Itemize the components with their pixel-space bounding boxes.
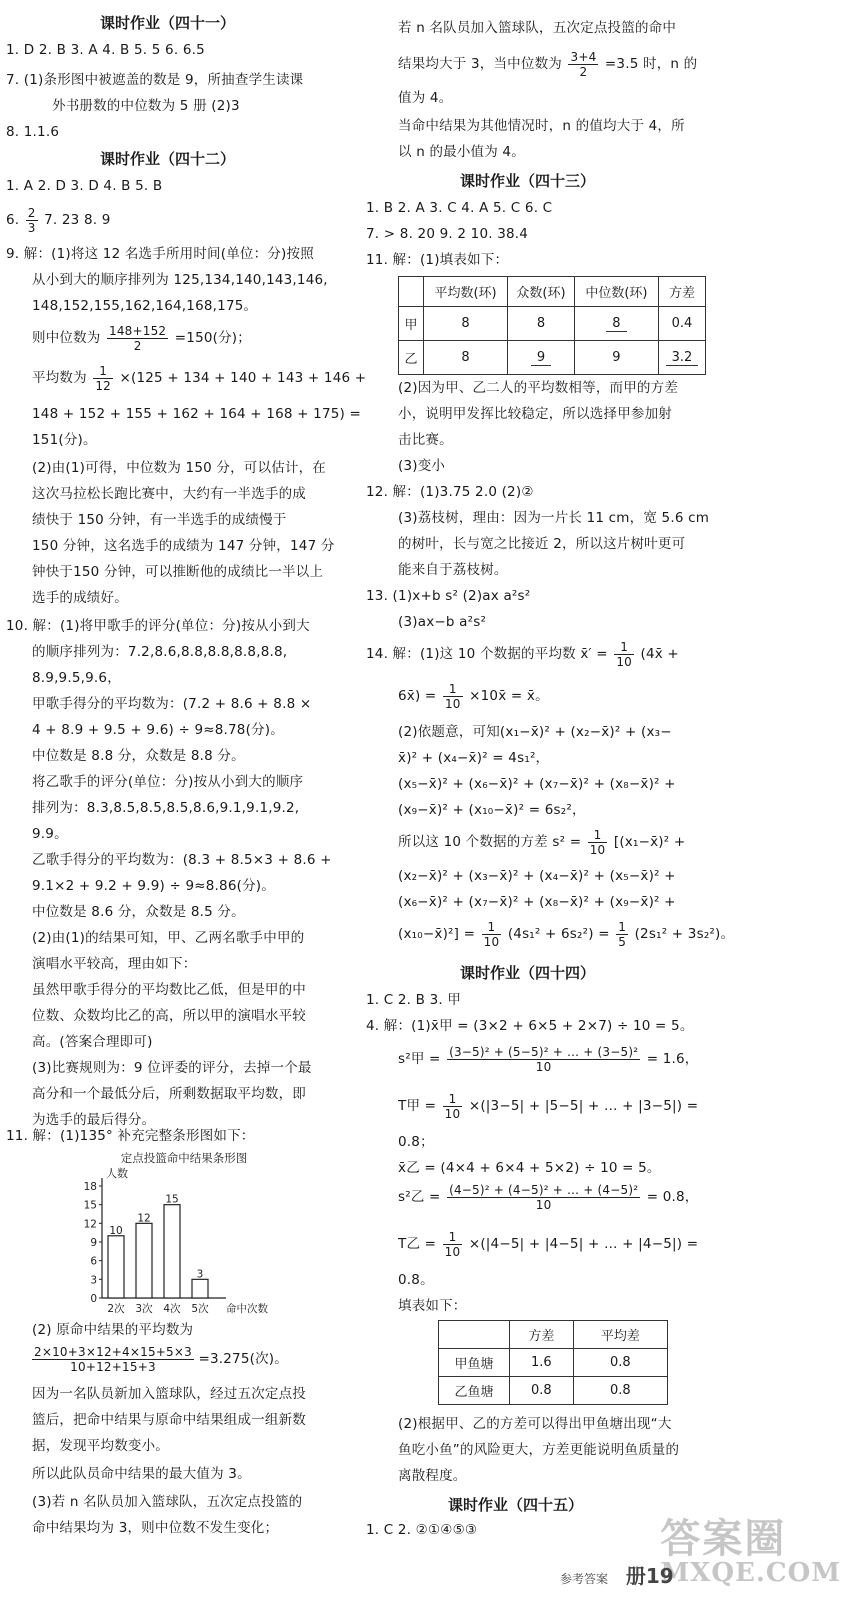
answer-line: x̄)² + (x₄−x̄)² = 4s₁²， xyxy=(398,750,550,766)
answer-line: (x₂−x̄)² + (x₃−x̄)² + (x₄−x̄)² + (x₅−x̄)² + xyxy=(398,868,676,884)
answer-line: 外书册数的中位数为 5 册 (2)3 xyxy=(52,98,240,114)
answer-line: 148,152,155,162,164,168,175。 xyxy=(32,298,258,314)
answer-line: $\frac{2\times 10+3\times 12+4\times 15+5\times 3}{10+12+15+3}$ =3.275(次)。 xyxy=(34,1344,288,1374)
answer-line: 所以此队员命中结果的最大值为 3。 xyxy=(32,1466,251,1482)
answer-line: 12. 解：(1)3.75 2.0 (2)② xyxy=(366,484,534,500)
table-header-cell xyxy=(399,277,424,307)
answer-line: (x₅−x̄)² + (x₆−x̄)² + (x₇−x̄)² + (x₈−x̄)² + xyxy=(398,776,676,792)
table-header-cell: 方差 xyxy=(510,1321,574,1349)
filled-answer: 3.2 xyxy=(666,350,699,366)
table-cell: 8 xyxy=(424,341,508,375)
table-row xyxy=(399,341,706,375)
table-row xyxy=(399,307,706,341)
answer-line: 1. C 2. B 3. 甲 xyxy=(366,992,462,1008)
answer-line: 1. D 2. B 3. A 4. B 5. 5 6. 6.5 xyxy=(6,42,205,58)
answer-line: 击比赛。 xyxy=(398,432,453,448)
page-footer xyxy=(560,1560,674,1589)
answer-line: 结果均大于 3，当中位数为 $\frac{3+4}{2}$ =3.5 时，n 的 xyxy=(398,49,698,79)
y-tick-label: 9 xyxy=(90,1237,97,1249)
fraction: $\frac{1}{5}$ xyxy=(618,919,627,949)
fraction: $\frac{148+152}{2}$ xyxy=(109,323,167,353)
answer-line: 148 + 152 + 155 + 162 + 164 + 168 + 175) = xyxy=(32,406,362,422)
fraction: $\frac{3+4}{2}$ xyxy=(570,49,597,79)
fishpond-stats-table xyxy=(438,1320,668,1405)
chart-xlabel: 命中次数 xyxy=(226,1303,268,1315)
answer-line: 高。(答案合理即可) xyxy=(32,1034,153,1050)
answer-line: 4. 解：(1)x̄甲 = (3×2 + 6×5 + 2×7) ÷ 10 = 5。 xyxy=(366,1018,694,1034)
answer-line: 命中结果均为 3，则中位数不发生变化； xyxy=(32,1520,279,1536)
answer-line: 11. 解：(1)填表如下： xyxy=(366,252,509,268)
bar-chart xyxy=(62,1150,302,1320)
answer-line: 1. B 2. A 3. C 4. A 5. C 6. C xyxy=(366,200,553,216)
fraction: $\frac{\text{(3−5)² + (5−5)² + … + (3−5)²}}{10}$ xyxy=(449,1044,639,1074)
footer-label: 参考答案 xyxy=(560,1572,609,1586)
chart-bars xyxy=(108,1194,208,1298)
answer-line: 13. (1)x+b s² (2)ax a²s² xyxy=(366,588,531,604)
answer-line: 151(分)。 xyxy=(32,432,97,448)
answer-line: x̄乙 = (4×4 + 6×4 + 5×2) ÷ 10 = 5。 xyxy=(398,1160,661,1176)
table-header-row xyxy=(439,1321,668,1349)
answer-line: 9.1×2 + 9.2 + 9.9) ÷ 9≈8.86(分)。 xyxy=(32,878,275,894)
answer-line: 鱼吃小鱼”的风险更大，方差更能说明鱼质量的 xyxy=(398,1442,680,1458)
shooting-stats-table xyxy=(398,276,706,375)
table-header-cell: 平均差 xyxy=(573,1321,667,1349)
filled-answer: 9 xyxy=(531,350,551,366)
table-cell: 0.8 xyxy=(510,1377,574,1405)
table-cell: 0.8 xyxy=(573,1377,667,1405)
answer-line: T甲 = $\frac{1}{10}$ ×(|3−5| + |5−5| + … + |3−5|) = xyxy=(398,1091,699,1121)
answer-line: 14. 解：(1)这 10 个数据的平均数 x̄′ = $\frac{1}{10}$ (4x̄ + xyxy=(366,639,679,669)
table-cell: 0.4 xyxy=(659,307,706,341)
answer-line: (x₆−x̄)² + (x₇−x̄)² + (x₈−x̄)² + (x₉−x̄)² + xyxy=(398,894,676,910)
answer-line: 虽然甲歌手得分的平均数比乙低，但是甲的中 xyxy=(32,982,306,998)
heading-lesson-41: 课时作业（四十一） xyxy=(100,14,236,32)
answer-line: 4 + 8.9 + 9.5 + 9.6) ÷ 9≈8.78(分)。 xyxy=(32,722,284,738)
fraction: $\frac{2}{3}$ xyxy=(27,205,36,235)
answer-line: 若 n 名队员加入篮球队，五次定点投篮的命中 xyxy=(398,20,677,36)
answer-line: 7. (1)条形图中被遮盖的数是 9，所抽查学生读课 xyxy=(6,72,304,88)
table-cell: 8 xyxy=(424,307,508,341)
answer-line: (3)若 n 名队员加入篮球队，五次定点投篮的 xyxy=(32,1494,303,1510)
table-header-cell: 方差 xyxy=(659,277,706,307)
answer-line: 6. $\frac{2}{3}$ 7. 23 8. 9 xyxy=(6,205,111,235)
answer-line: 0.8。 xyxy=(398,1272,434,1288)
answer-line: 篮后，把命中结果与原命中结果组成一组新数 xyxy=(32,1412,306,1428)
answer-line: 的树叶，长与宽之比接近 2，所以这片树叶更可 xyxy=(398,536,686,552)
answer-line: T乙 = $\frac{1}{10}$ ×(|4−5| + |4−5| + … + |4−5|) = xyxy=(398,1229,699,1259)
answer-line: 离散程度。 xyxy=(398,1468,467,1484)
table-cell: 乙 xyxy=(399,341,424,375)
watermark-text: 答案圈 xyxy=(660,1515,787,1562)
answer-line: 1. A 2. D 3. D 4. B 5. B xyxy=(6,178,163,194)
fraction: $\frac{2\times 10+3\times 12+4\times 15+5\times 3}{10+12+15+3}$ xyxy=(34,1344,192,1374)
table-cell: 甲 xyxy=(399,307,424,341)
answer-line: 所以这 10 个数据的方差 s² = $\frac{1}{10}$ [(x₁−x̄)² + xyxy=(398,827,686,857)
table-header-cell: 平均数(环) xyxy=(424,277,508,307)
bar-value-label: 3 xyxy=(196,1268,204,1281)
chart-title: 定点投篮命中结果条形图 xyxy=(120,1151,248,1165)
answer-line: 甲歌手得分的平均数为：(7.2 + 8.6 + 8.8 × xyxy=(32,696,312,712)
table-row xyxy=(439,1377,668,1405)
answer-line: 中位数是 8.6 分，众数是 8.5 分。 xyxy=(32,904,245,920)
y-tick-label: 18 xyxy=(83,1181,97,1193)
answer-line: 演唱水平较高，理由如下： xyxy=(32,956,197,972)
answer-line: 高分和一个最低分后，所剩数据取平均数，即 xyxy=(32,1086,306,1102)
table-cell: 甲鱼塘 xyxy=(439,1349,510,1377)
y-tick-label: 6 xyxy=(90,1255,97,1268)
answer-line: 7. > 8. 20 9. 2 10. 38.4 xyxy=(366,226,529,242)
answer-line: 8.9,9.5,9.6， xyxy=(32,670,121,686)
answer-line: (2)依题意，可知(x₁−x̄)² + (x₂−x̄)² + (x₃− xyxy=(398,724,672,740)
answer-line: 排列为：8.3,8.5,8.5,8.5,8.6,9.1,9.1,9.2, xyxy=(32,800,300,816)
y-tick-label: 12 xyxy=(83,1218,97,1231)
answer-line: 位数、众数均比乙的高，所以甲的演唱水平较 xyxy=(32,1008,306,1024)
table-header-cell xyxy=(439,1321,510,1349)
filled-answer: 8 xyxy=(606,316,626,332)
table-cell: 1.6 xyxy=(510,1349,574,1377)
table-cell xyxy=(508,341,575,375)
fraction: $\frac{1}{10}$ xyxy=(444,1091,461,1121)
answer-line: (2)由(1)的结果可知，甲、乙两名歌手中甲的 xyxy=(32,930,305,946)
bar-value-label: 12 xyxy=(137,1212,151,1225)
answer-line: 为选手的最后得分。 xyxy=(32,1112,156,1128)
table-cell xyxy=(659,341,706,375)
answer-line: (3)ax−b a²s² xyxy=(398,614,487,630)
heading-lesson-42: 课时作业（四十二） xyxy=(100,150,236,168)
answer-line: 小，说明甲发挥比较稳定，所以选择甲参加射 xyxy=(398,406,672,422)
answer-line: 值为 4。 xyxy=(398,90,453,106)
answer-line: 这次马拉松长跑比赛中，大约有一半选手的成 xyxy=(32,486,306,502)
table-cell: 8 xyxy=(508,307,575,341)
fraction: $\frac{1}{10}$ xyxy=(483,919,500,949)
heading-lesson-45: 课时作业（四十五） xyxy=(448,1496,584,1514)
answer-line: 11. 解：(1)135° 补充完整条形图如下： xyxy=(6,1128,255,1144)
answer-line: 据，发现平均数变小。 xyxy=(32,1438,169,1454)
answer-line: 1. C 2. ②①④⑤③ xyxy=(366,1522,478,1538)
bar xyxy=(136,1223,152,1298)
answer-line: 9. 解：(1)将这 12 名选手所用时间(单位：分)按照 xyxy=(6,246,314,262)
answer-line: 150 分钟，这名选手的成绩为 147 分钟，147 分 xyxy=(32,538,335,554)
chart-yticks xyxy=(84,1181,102,1305)
bar xyxy=(164,1205,180,1298)
answer-line: 的顺序排列为：7.2,8.6,8.8,8.8,8.8,8.8, xyxy=(32,644,288,660)
answer-line: 能来自于荔枝树。 xyxy=(398,562,508,578)
answer-line: (2) 原命中结果的平均数为 xyxy=(32,1322,194,1338)
table-row xyxy=(439,1349,668,1377)
answer-line: 填表如下： xyxy=(398,1298,467,1314)
watermark-logo xyxy=(660,1507,841,1588)
answer-line: (3)荔枝树，理由：因为一片长 11 cm，宽 5.6 cm xyxy=(398,510,710,526)
answer-line: 钟快于150 分钟，可以推断他的成绩比一半以上 xyxy=(32,564,324,580)
answer-line: 9.9。 xyxy=(32,826,68,842)
answer-line: 当命中结果为其他情况时，n 的值均大于 4，所 xyxy=(398,118,685,134)
answer-line: (2)由(1)可得，中位数为 150 分，可以估计，在 xyxy=(32,460,326,476)
table-cell: 0.8 xyxy=(573,1349,667,1377)
fraction: $\frac{\text{(4−5)² + (4−5)² + … + (4−5)²}}{10}$ xyxy=(449,1182,639,1212)
table-cell: 乙鱼塘 xyxy=(439,1377,510,1405)
answer-line: (3)比赛规则为：9 位评委的评分，去掉一个最 xyxy=(32,1060,312,1076)
bar xyxy=(108,1236,124,1298)
answer-line: 8. 1.1.6 xyxy=(6,124,60,140)
fraction: $\frac{1}{10}$ xyxy=(616,639,632,669)
answer-line: 平均数为 $\frac{1}{12}$ ×(125 + 134 + 140 + 143 + 146 + xyxy=(32,363,367,393)
y-tick-label: 0 xyxy=(90,1293,97,1305)
chart-ylabel: 人数 xyxy=(106,1167,128,1180)
answer-line: 将乙歌手的评分(单位：分)按从小到大的顺序 xyxy=(32,774,304,790)
bar-value-label: 10 xyxy=(109,1224,123,1237)
heading-lesson-43: 课时作业（四十三） xyxy=(460,172,596,190)
fraction: $\frac{1}{10}$ xyxy=(589,827,606,857)
x-tick-label: 5次 xyxy=(191,1303,209,1315)
y-tick-label: 3 xyxy=(90,1274,97,1287)
bar xyxy=(192,1279,208,1298)
watermark-url: MXQE.COM xyxy=(660,1558,841,1588)
table-cell xyxy=(574,307,658,341)
answer-line: 0.8； xyxy=(398,1134,434,1150)
answer-line: (2)根据甲、乙的方差可以得出甲鱼塘出现“大 xyxy=(398,1416,672,1432)
fraction: $\frac{1}{12}$ xyxy=(95,363,111,393)
answer-line: 从小到大的顺序排列为 125,134,140,143,146, xyxy=(32,272,328,288)
answer-line: (2)因为甲、乙二人的平均数相等，而甲的方差 xyxy=(398,380,679,396)
answer-line: 绩快于 150 分钟，有一半选手的成绩慢于 xyxy=(32,512,287,528)
x-tick-label: 4次 xyxy=(163,1303,181,1315)
answer-line: 选手的成绩好。 xyxy=(32,590,128,606)
x-tick-label: 3次 xyxy=(135,1303,153,1315)
bar-value-label: 15 xyxy=(165,1193,179,1206)
heading-lesson-44: 课时作业（四十四） xyxy=(460,964,596,982)
table-header-row xyxy=(399,277,706,307)
answer-line: 10. 解：(1)将甲歌手的评分(单位：分)按从小到大 xyxy=(6,618,310,634)
answer-line: 乙歌手得分的平均数为：(8.3 + 8.5×3 + 8.6 + xyxy=(32,852,332,868)
fraction: $\frac{1}{10}$ xyxy=(444,681,461,711)
table-header-cell: 中位数(环) xyxy=(574,277,658,307)
answer-line: 6x̄) = $\frac{1}{10}$ ×10x̄ = x̄。 xyxy=(398,681,549,711)
chart-xticks xyxy=(107,1302,268,1315)
table-header-cell: 众数(环) xyxy=(508,277,575,307)
answer-line: (3)变小 xyxy=(398,458,446,474)
table-cell: 9 xyxy=(574,341,658,375)
answer-line: 则中位数为 $\frac{148+152}{2}$ =150(分)； xyxy=(32,323,251,353)
answer-line: 中位数是 8.8 分，众数是 8.8 分。 xyxy=(32,748,245,764)
fraction: $\frac{1}{10}$ xyxy=(444,1229,461,1259)
answer-line: (x₉−x̄)² + (x₁₀−x̄)² = 6s₂²， xyxy=(398,802,586,818)
answer-line: s²乙 = $\frac{\text{(4−5)² + (4−5)² + … + (4−5)²}}{10}$ = 0.8， xyxy=(398,1182,699,1212)
y-tick-label: 15 xyxy=(83,1199,97,1212)
answer-line: 因为一名队员新加入篮球队，经过五次定点投 xyxy=(32,1386,306,1402)
x-tick-label: 2次 xyxy=(107,1303,125,1315)
answer-line: s²甲 = $\frac{\text{(3−5)² + (5−5)² + … + (3−5)²}}{10}$ = 1.6， xyxy=(398,1044,699,1074)
answer-line: 以 n 的最小值为 4。 xyxy=(398,144,525,160)
answer-line: (x₁₀−x̄)²] = $\frac{1}{10}$ (4s₁² + 6s₂²) = $\frac{1}{5}$ (2s₁² + 3s₂²)。 xyxy=(398,919,735,949)
page-number: 册19 xyxy=(625,1564,674,1588)
